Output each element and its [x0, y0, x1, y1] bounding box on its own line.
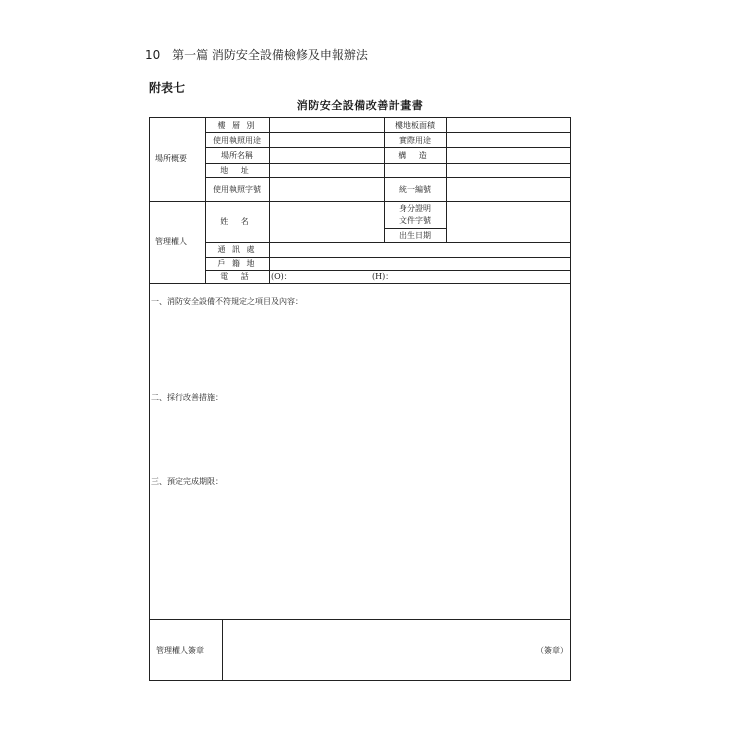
birth-date-label: 出生日期	[399, 231, 431, 240]
floor-area-field[interactable]	[447, 119, 570, 132]
floor-field[interactable]	[270, 119, 383, 132]
license-number-label: 使用執照字號	[213, 185, 261, 194]
improvement-plan-form	[149, 117, 571, 681]
structure-field[interactable]	[447, 148, 570, 163]
site-name-label: 場所名稱	[221, 151, 253, 160]
address-label: 地 址	[220, 166, 254, 175]
phone-office-label: (O)：	[271, 272, 292, 281]
license-use-label: 使用執照用途	[213, 136, 261, 145]
section-2-field[interactable]	[151, 406, 570, 472]
section-3-heading: 三、預定完成期限：	[151, 477, 223, 486]
site-overview-label: 場所概要	[155, 154, 187, 163]
license-number-field[interactable]	[270, 178, 383, 201]
unified-number-label: 統一編號	[399, 185, 431, 194]
id-number-field[interactable]	[447, 202, 570, 228]
birth-date-field[interactable]	[447, 229, 570, 242]
name-field[interactable]	[270, 202, 383, 242]
name-label: 姓 名	[220, 217, 254, 226]
section-2-heading: 二、採行改善措施：	[151, 393, 223, 402]
section-1-heading: 一、消防安全設備不符規定之項目及內容：	[151, 297, 303, 306]
signature-field[interactable]	[223, 620, 570, 680]
section-1-field[interactable]	[151, 310, 570, 390]
household-address-label: 戶 籍 地	[217, 259, 257, 268]
floor-label: 樓 層 別	[217, 121, 257, 130]
structure-label: 構 造	[398, 151, 432, 160]
running-header	[145, 46, 368, 63]
stamp-note: （簽章）	[536, 646, 568, 655]
id-label-line1: 身分證明	[399, 204, 431, 213]
phone-label: 電 話	[220, 272, 254, 281]
unified-number-field[interactable]	[447, 178, 570, 201]
id-label-line2: 文件字號	[399, 216, 431, 225]
household-address-field[interactable]	[270, 258, 570, 270]
license-use-field[interactable]	[270, 133, 383, 147]
actual-use-field[interactable]	[447, 133, 570, 147]
site-name-field[interactable]	[270, 148, 383, 163]
form-title: 消防安全設備改善計畫書	[296, 99, 424, 112]
floor-area-label: 樓地板面積	[395, 121, 435, 130]
section-3-field[interactable]	[151, 490, 570, 615]
page-number: 10	[145, 48, 161, 62]
actual-use-label: 實際用途	[399, 136, 431, 145]
manager-label: 管理權人	[155, 237, 187, 246]
phone-home-label: (H)：	[372, 272, 394, 281]
mailing-address-label: 通 訊 處	[217, 245, 257, 254]
signature-label: 管理權人簽章	[156, 646, 204, 655]
address-field[interactable]	[270, 164, 570, 177]
mailing-address-field[interactable]	[270, 243, 570, 257]
annex-label: 附表七	[149, 81, 186, 95]
chapter-title: 第一篇 消防安全設備檢修及申報辦法	[172, 48, 368, 62]
